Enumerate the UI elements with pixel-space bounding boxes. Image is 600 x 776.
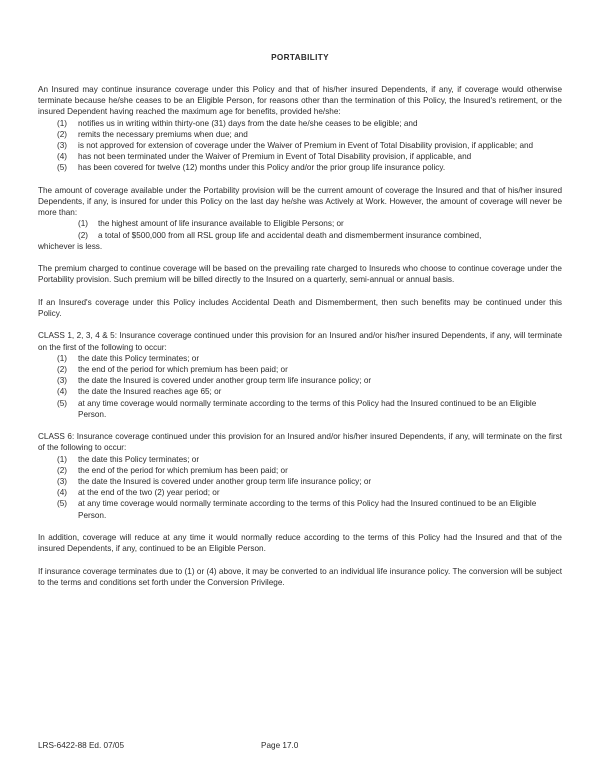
numbered-list xyxy=(38,218,562,240)
list-item-number: (3) xyxy=(57,477,68,487)
list-item-text: a total of $500,000 from all RSL group life and accidental death and dismemberment insurance combined, xyxy=(98,230,482,240)
list-item-number: (4) xyxy=(57,387,68,397)
paragraph-spacer xyxy=(38,174,562,185)
paragraph-spacer xyxy=(38,286,562,297)
list-item xyxy=(38,151,562,162)
list-item-text: the date the Insured is covered under another group term life insurance policy; or xyxy=(78,376,372,386)
list-item xyxy=(38,353,562,364)
list-item-text: the date the Insured reaches age 65; or xyxy=(78,387,222,397)
list-item xyxy=(38,398,562,420)
list-item-number: (5) xyxy=(57,163,68,173)
list-item xyxy=(38,386,562,397)
list-item-text: notifies us in writing within thirty-one (31) days from the date he/she ceases to be eligible; and xyxy=(78,118,418,128)
list-item-number: (4) xyxy=(57,152,68,162)
body-paragraph: whichever is less. xyxy=(38,241,103,251)
body-paragraph: The premium charged to continue coverage will be based on the prevailing rate charged to Insureds who choose to continue coverage under the Portability provision. Such premium will be billed directly to the Insured on a quarterly, semi-annual or annual basis. xyxy=(38,264,562,285)
list-item-text: is not approved for extension of coverage under the Waiver of Premium in Event of Total Disability provision, if applicable; and xyxy=(78,141,534,151)
list-item-number: (1) xyxy=(57,118,68,128)
list-item xyxy=(38,487,562,498)
list-item-text: the end of the period for which premium has been paid; or xyxy=(78,465,288,475)
list-item-number: (2) xyxy=(57,129,68,139)
body-paragraph: In addition, coverage will reduce at any time it would normally reduce according to the terms of this Policy had the Insured and that of the insured Dependents, if any, continued to be an Eligible Person. xyxy=(38,533,562,554)
document-body xyxy=(38,52,562,588)
paragraph-spacer xyxy=(38,319,562,330)
list-item-text: at the end of the two (2) year period; or xyxy=(78,488,220,498)
document-blocks xyxy=(38,84,562,588)
list-item-number: (5) xyxy=(57,398,68,408)
list-item-number: (3) xyxy=(57,141,68,151)
list-item-text: the highest amount of life insurance available to Eligible Persons; or xyxy=(98,219,344,229)
list-item-text: remits the necessary premiums when due; and xyxy=(78,129,248,139)
list-item xyxy=(38,230,562,241)
list-item xyxy=(38,129,562,140)
footer-page-label: Page 17.0 xyxy=(261,741,299,750)
list-item-text: at any time coverage would normally terminate according to the terms of this Policy had the Insured continued to be an Eligible Person. xyxy=(78,398,537,419)
list-item-text: the date this Policy terminates; or xyxy=(78,454,200,464)
paragraph-spacer xyxy=(38,252,562,263)
list-item-number: (1) xyxy=(57,353,68,363)
page-title: PORTABILITY xyxy=(271,53,329,62)
list-item-number: (3) xyxy=(57,376,68,386)
list-item-text: at any time coverage would normally terminate according to the terms of this Policy had the Insured continued to be an Eligible Person. xyxy=(78,499,537,520)
list-item xyxy=(38,476,562,487)
list-item-number: (5) xyxy=(57,499,68,509)
list-item xyxy=(38,465,562,476)
list-item xyxy=(38,162,562,173)
list-item xyxy=(38,140,562,151)
list-item-number: (2) xyxy=(57,465,68,475)
paragraph-spacer xyxy=(38,420,562,431)
list-item-text: the end of the period for which premium has been paid; or xyxy=(78,365,288,375)
body-paragraph: If an Insured's coverage under this Policy includes Accidental Death and Dismemberment, then such benefits may be continued under this Policy. xyxy=(38,297,562,319)
list-item xyxy=(38,364,562,375)
list-item-text: has been covered for twelve (12) months under this Policy and/or the prior group life insurance policy. xyxy=(78,163,446,173)
body-paragraph: The amount of coverage available under the Portability provision will be the current amount of coverage the Insured and that of his/her insured Dependents, if any, is insured for under this Policy on the last day he/she was Actively at Work. However, the amount of coverage will never be more than: xyxy=(38,185,562,218)
list-item-number: (2) xyxy=(78,230,89,240)
list-item xyxy=(38,454,562,465)
list-item-number: (4) xyxy=(57,488,68,498)
list-item xyxy=(38,118,562,129)
list-item xyxy=(38,498,562,520)
numbered-list xyxy=(38,353,562,420)
numbered-list xyxy=(38,118,562,174)
paragraph-spacer xyxy=(38,554,562,565)
list-item-number: (1) xyxy=(57,454,68,464)
list-item xyxy=(38,375,562,386)
body-paragraph: An Insured may continue insurance coverage under this Policy and that of his/her insured Dependents, if any, if coverage would otherwise terminate because he/she ceases to be an Eligible Person, for reasons other than the termination of this Policy, the Insured's retirement, or the insured Dependent having reached the maximum age for benefits, provided he/she: xyxy=(38,85,562,117)
list-item-text: the date this Policy terminates; or xyxy=(78,353,200,363)
list-item-text: has not been terminated under the Waiver of Premium in Event of Total Disability provision, if applicable, and xyxy=(78,152,472,162)
numbered-list xyxy=(38,454,562,521)
paragraph-spacer xyxy=(38,521,562,532)
list-item-number: (1) xyxy=(78,219,89,229)
footer-form-number: LRS-6422-88 Ed. 07/05 xyxy=(38,741,125,750)
body-paragraph: If insurance coverage terminates due to (1) or (4) above, it may be converted to an individual life insurance policy. The conversion will be subject to the terms and conditions set forth under the Conversion Privilege. xyxy=(38,566,562,587)
list-item-number: (2) xyxy=(57,365,68,375)
body-paragraph: CLASS 6: Insurance coverage continued under this provision for an Insured and/or his/her insured Dependents, if any, will terminate on the first of the following to occur: xyxy=(38,432,562,453)
list-item xyxy=(38,218,562,229)
list-item-text: the date the Insured is covered under another group term life insurance policy; or xyxy=(78,477,372,487)
body-paragraph: CLASS 1, 2, 3, 4 & 5: Insurance coverage continued under this provision for an Insured and/or his/her insured Dependents, if any, will terminate on the first of the following to occur: xyxy=(38,331,562,352)
